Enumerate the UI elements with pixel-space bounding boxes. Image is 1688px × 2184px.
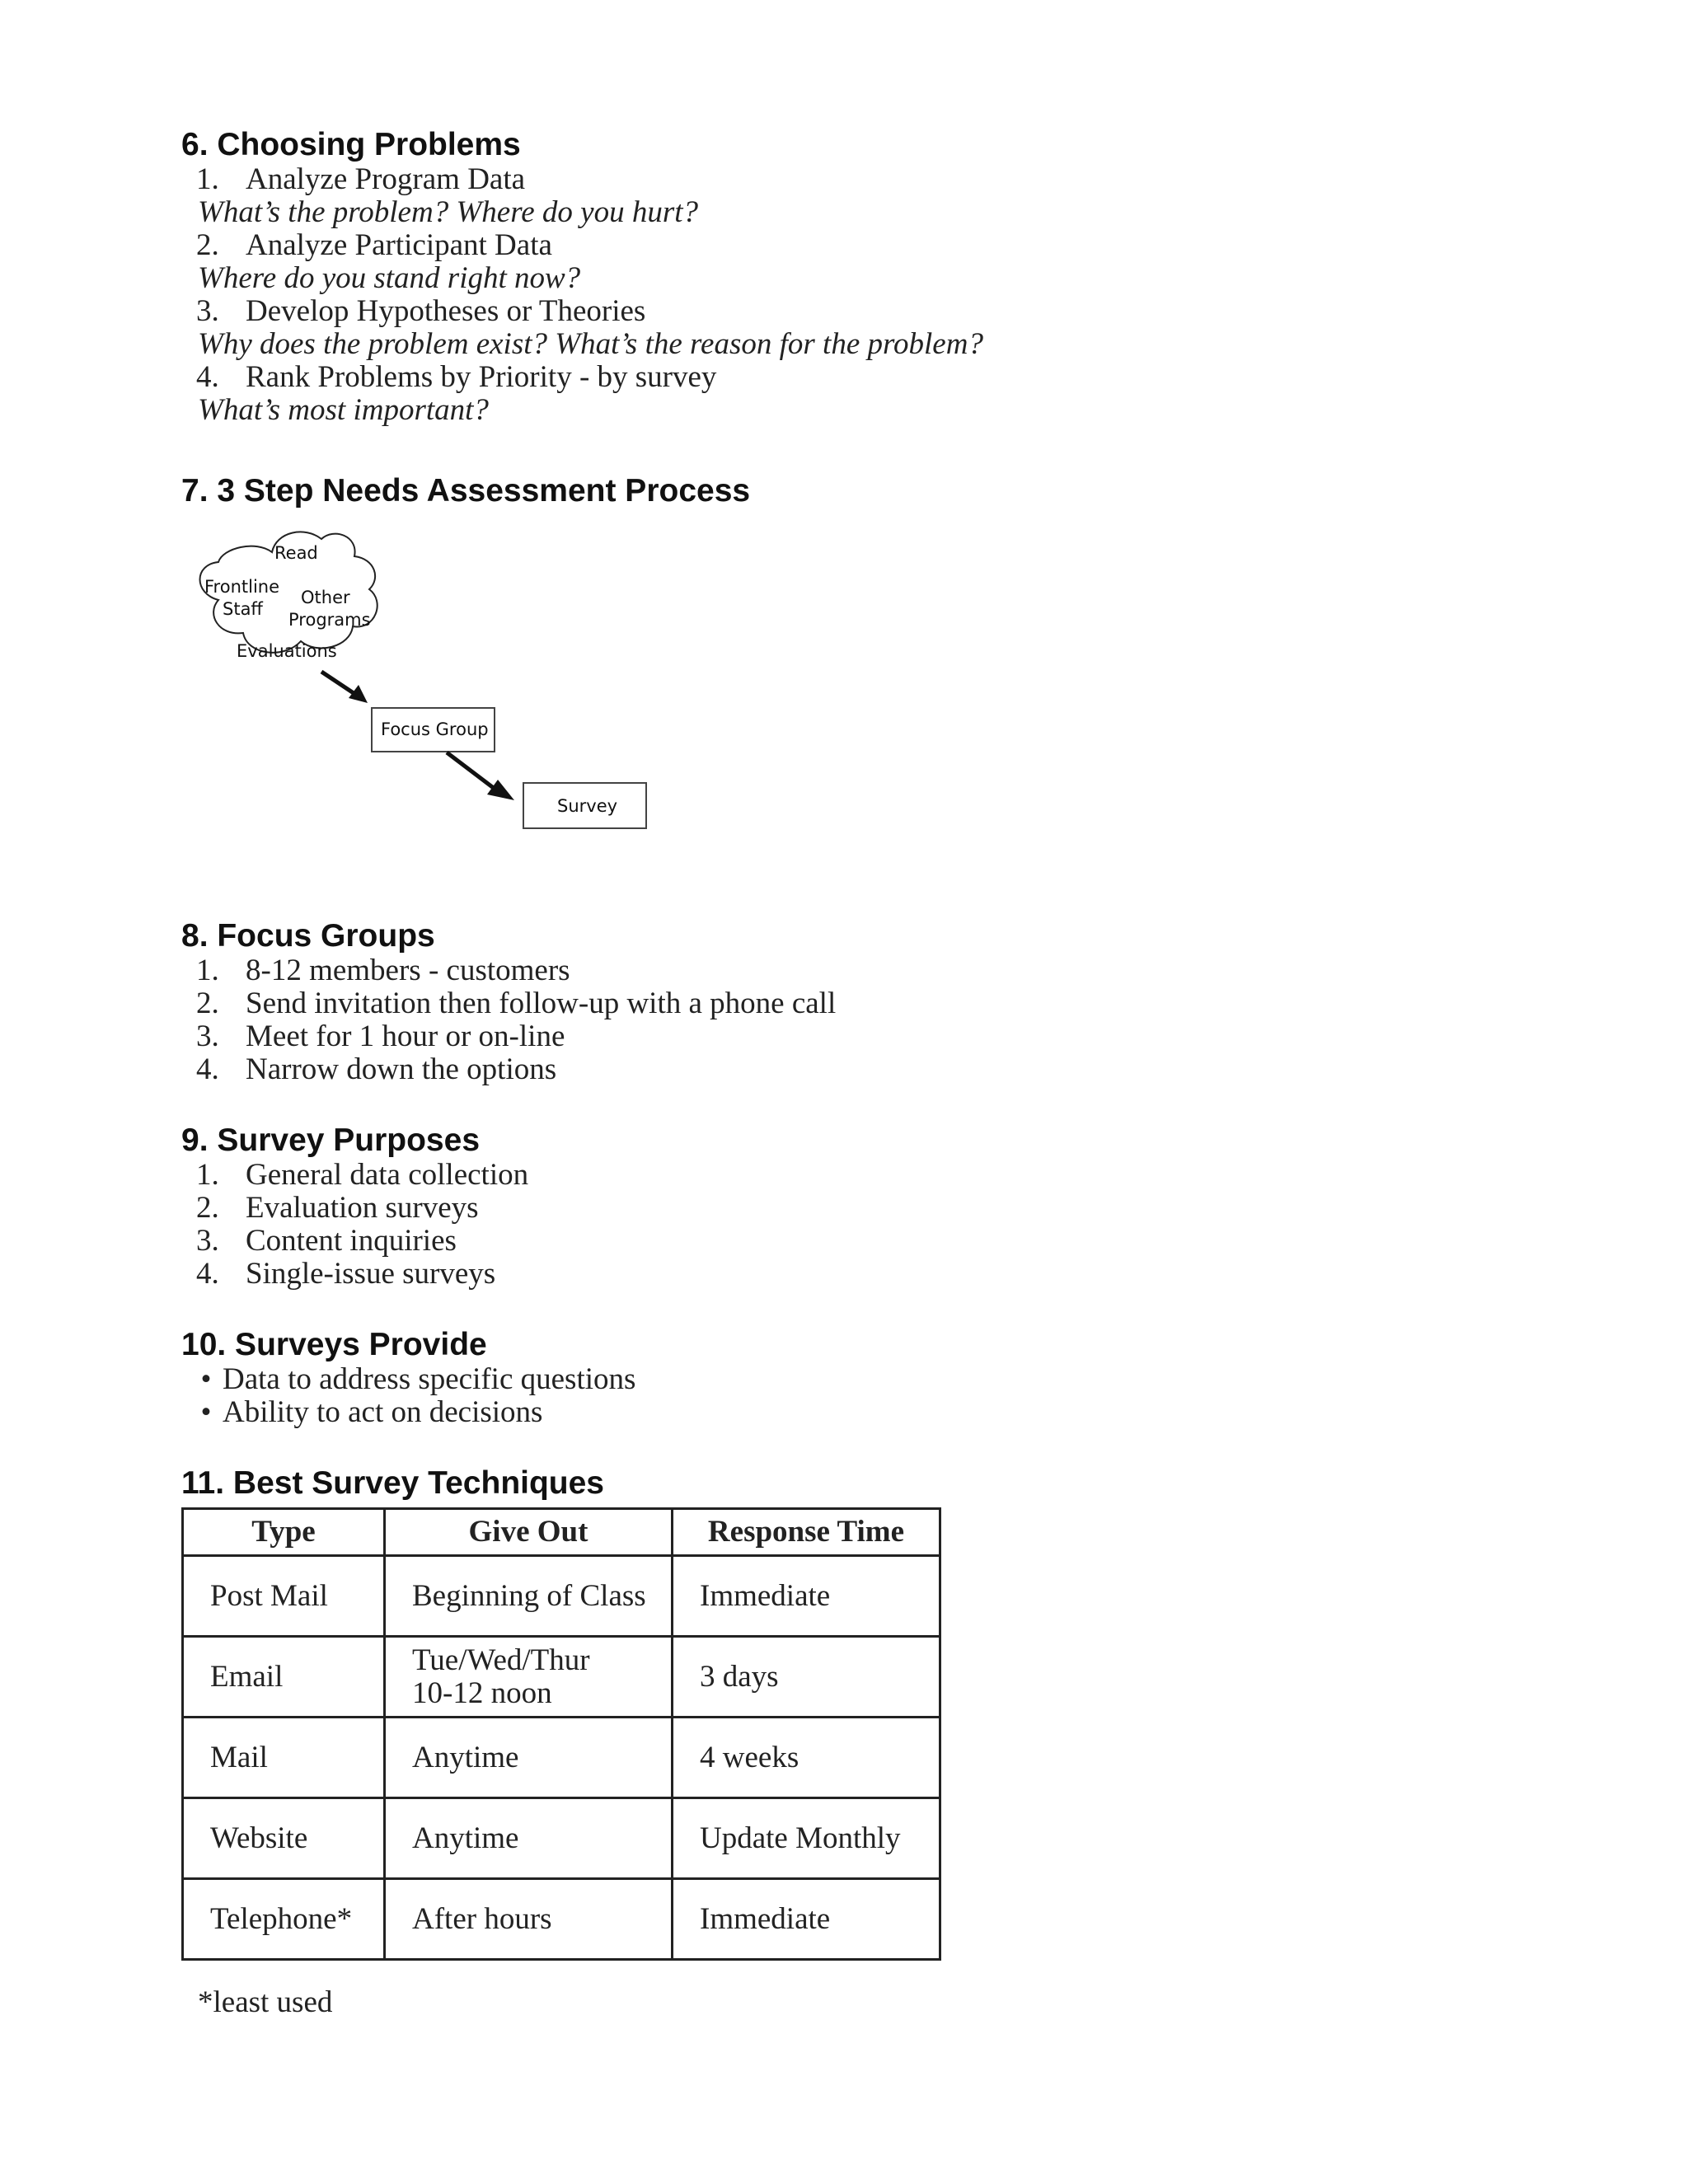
cell-give-out: Beginning of Class bbox=[385, 1556, 673, 1637]
cell-give-out-line-2: 10-12 noon bbox=[412, 1675, 552, 1710]
table-footnote: *least used bbox=[198, 1985, 333, 2019]
survey-label: Survey bbox=[557, 796, 618, 816]
bullet-item: • Data to address specific questions bbox=[190, 1363, 635, 1396]
cell-give-out: Anytime bbox=[385, 1798, 673, 1879]
table-row bbox=[183, 1718, 940, 1798]
cell-type: Website bbox=[183, 1798, 385, 1879]
list-item-question: What’s most important? bbox=[198, 393, 489, 427]
section-9-heading: 9. Survey Purposes bbox=[181, 1122, 481, 1158]
cell-type: Mail bbox=[183, 1718, 385, 1798]
cell-response: Immediate bbox=[673, 1879, 940, 1960]
focus-group-label: Focus Group bbox=[381, 719, 489, 739]
cloud-label-frontline: Frontline bbox=[204, 577, 280, 597]
table-row bbox=[183, 1637, 940, 1718]
needs-assessment-diagram bbox=[190, 527, 684, 841]
list-item-question: Why does the problem exist? What’s the reason for the problem? bbox=[198, 327, 983, 361]
cell-give-out: After hours bbox=[385, 1879, 673, 1960]
list-item-question: Where do you stand right now? bbox=[198, 261, 581, 295]
list-item: 1. General data collection bbox=[196, 1158, 529, 1192]
arrow-focus-to-survey bbox=[447, 752, 495, 789]
section-6-heading: 6. Choosing Problems bbox=[181, 127, 521, 162]
cloud-label-programs: Programs bbox=[288, 610, 371, 630]
cloud-label-read: Read bbox=[274, 543, 318, 563]
table-header-row bbox=[183, 1509, 940, 1556]
section-7-heading: 7. 3 Step Needs Assessment Process bbox=[181, 473, 751, 509]
cell-type: Email bbox=[183, 1637, 385, 1718]
cloud-label-other: Other bbox=[301, 588, 350, 607]
column-header-give-out: Give Out bbox=[385, 1509, 673, 1556]
column-header-type: Type bbox=[183, 1509, 385, 1556]
cloud-label-evaluations: Evaluations bbox=[237, 641, 337, 661]
list-item: 4. Narrow down the options bbox=[196, 1052, 557, 1086]
list-item-question: What’s the problem? Where do you hurt? bbox=[198, 195, 698, 229]
cell-type: Post Mail bbox=[183, 1556, 385, 1637]
cell-type: Telephone* bbox=[183, 1879, 385, 1960]
cell-response: 3 days bbox=[673, 1637, 940, 1718]
bullet-item: • Ability to act on decisions bbox=[190, 1396, 542, 1429]
cell-give-out-line-1: Tue/Wed/Thur bbox=[412, 1643, 590, 1677]
arrowhead-2 bbox=[487, 780, 514, 800]
bullet-icon: • bbox=[200, 1362, 212, 1396]
list-item: 3. Content inquiries bbox=[196, 1224, 457, 1258]
section-10-heading: 10. Surveys Provide bbox=[181, 1327, 487, 1362]
list-item: 3. Develop Hypotheses or Theories bbox=[196, 294, 646, 328]
cell-response: Immediate bbox=[673, 1556, 940, 1637]
cell-give-out: Anytime bbox=[385, 1718, 673, 1798]
survey-techniques-table bbox=[181, 1507, 941, 1961]
cell-response: Update Monthly bbox=[673, 1798, 940, 1879]
cell-response: 4 weeks bbox=[673, 1718, 940, 1798]
cloud-label-staff: Staff bbox=[223, 599, 263, 619]
list-item: 2. Evaluation surveys bbox=[196, 1191, 479, 1225]
section-11-heading: 11. Best Survey Techniques bbox=[181, 1465, 604, 1501]
list-item: 4. Single-issue surveys bbox=[196, 1257, 496, 1291]
table-row bbox=[183, 1556, 940, 1637]
list-item: 1. Analyze Program Data bbox=[196, 162, 526, 196]
list-item: 2. Analyze Participant Data bbox=[196, 228, 552, 262]
list-item: 2. Send invitation then follow-up with a phone call bbox=[196, 987, 837, 1020]
list-item: 1. 8-12 members - customers bbox=[196, 954, 570, 987]
table-row bbox=[183, 1798, 940, 1879]
table-row bbox=[183, 1879, 940, 1960]
cell-give-out bbox=[385, 1637, 673, 1718]
bullet-icon: • bbox=[200, 1395, 212, 1429]
list-item: 4. Rank Problems by Priority - by survey bbox=[196, 360, 717, 394]
section-8-heading: 8. Focus Groups bbox=[181, 918, 435, 954]
column-header-response-time: Response Time bbox=[673, 1509, 940, 1556]
list-item: 3. Meet for 1 hour or on-line bbox=[196, 1019, 565, 1053]
